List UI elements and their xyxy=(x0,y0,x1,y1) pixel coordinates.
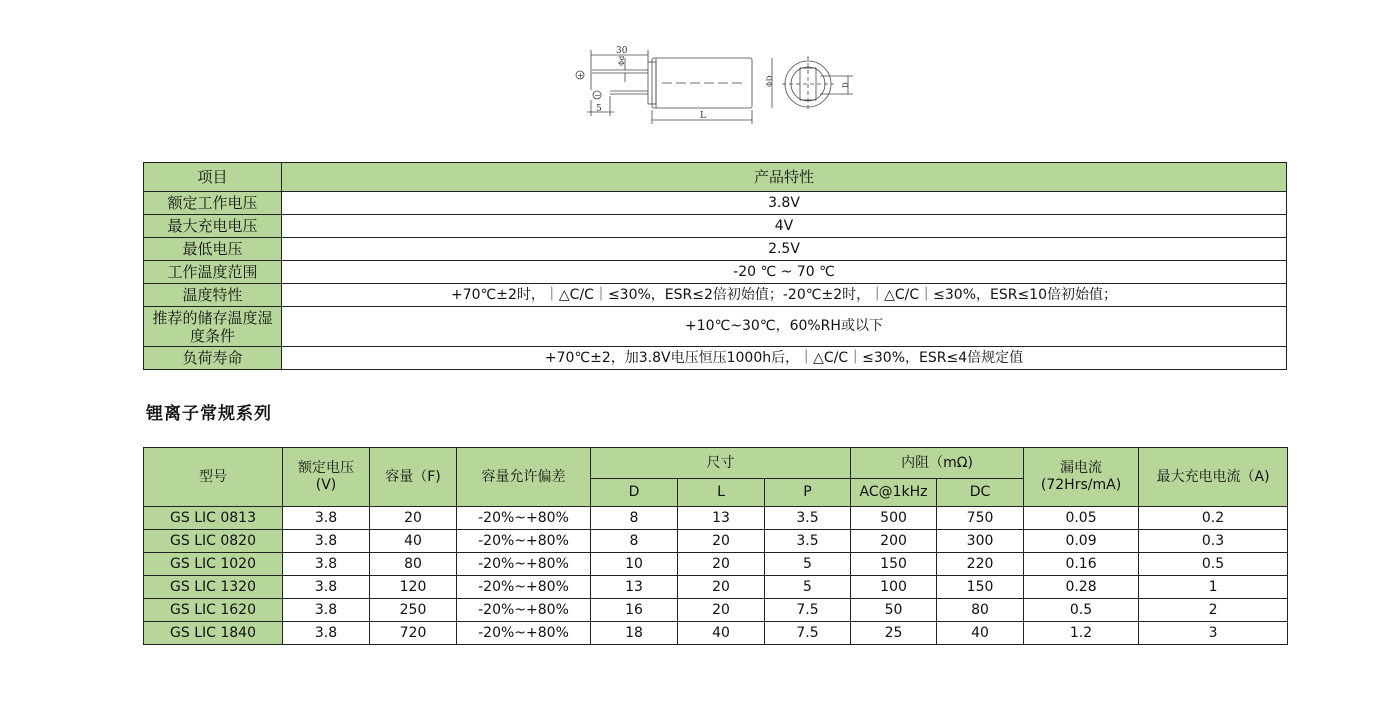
header-rated-voltage xyxy=(283,448,370,507)
dimension-phi-d-label: Φd xyxy=(618,55,626,66)
spec-table xyxy=(143,162,1287,370)
cell-res-dc: 40 xyxy=(937,622,1024,645)
header-size-D: D xyxy=(591,479,678,507)
capacitor-dimension-drawing xyxy=(570,44,860,130)
spec-value: +10℃~30℃，60%RH或以下 xyxy=(282,307,1287,347)
spec-header-property: 产品特性 xyxy=(282,163,1287,192)
cell-size-P: 7.5 xyxy=(765,622,851,645)
minus-sign: − xyxy=(594,91,601,100)
spec-label: 最低电压 xyxy=(144,238,282,261)
cell-rated-voltage: 3.8 xyxy=(283,507,370,530)
header-size: 尺寸 xyxy=(591,448,851,479)
cell-size-L: 20 xyxy=(678,576,765,599)
cell-res-dc: 80 xyxy=(937,599,1024,622)
header-model: 型号 xyxy=(144,448,283,507)
series-table xyxy=(143,447,1288,645)
cell-size-L: 13 xyxy=(678,507,765,530)
cell-model: GS LIC 0813 xyxy=(144,507,283,530)
spec-row xyxy=(144,347,1287,370)
spec-label: 工作温度范围 xyxy=(144,261,282,284)
series-body xyxy=(144,507,1288,645)
cell-res-ac: 25 xyxy=(851,622,937,645)
header-res-ac: AC@1kHz xyxy=(851,479,937,507)
cell-res-ac: 200 xyxy=(851,530,937,553)
cell-size-P: 3.5 xyxy=(765,507,851,530)
cell-max-current: 1 xyxy=(1139,576,1288,599)
spec-label: 额定工作电压 xyxy=(144,192,282,215)
cell-model: GS LIC 1840 xyxy=(144,622,283,645)
dimension-30-label: 30 xyxy=(616,46,628,56)
cell-leakage: 1.2 xyxy=(1024,622,1139,645)
spec-row xyxy=(144,261,1287,284)
cell-tolerance: -20%~+80% xyxy=(457,507,591,530)
header-res-dc: DC xyxy=(937,479,1024,507)
header-size-L: L xyxy=(678,479,765,507)
cell-size-L: 20 xyxy=(678,599,765,622)
cell-size-D: 8 xyxy=(591,530,678,553)
cell-tolerance: -20%~+80% xyxy=(457,530,591,553)
cell-rated-voltage: 3.8 xyxy=(283,599,370,622)
plus-sign: + xyxy=(577,71,584,80)
dimension-D-label: D xyxy=(842,82,850,88)
cell-size-L: 20 xyxy=(678,530,765,553)
cell-size-D: 10 xyxy=(591,553,678,576)
header-leakage-line1: 漏电流 xyxy=(1060,460,1103,476)
cell-tolerance: -20%~+80% xyxy=(457,553,591,576)
cell-rated-voltage: 3.8 xyxy=(283,622,370,645)
table-row xyxy=(144,599,1288,622)
cell-res-dc: 220 xyxy=(937,553,1024,576)
spec-value: +70℃±2时，｜△C/C｜≤30%，ESR≤2倍初始值；-20℃±2时，｜△C/C｜≤30%，ESR≤10倍初始值； xyxy=(282,284,1287,307)
cell-res-dc: 150 xyxy=(937,576,1024,599)
cell-res-ac: 50 xyxy=(851,599,937,622)
cell-res-ac: 100 xyxy=(851,576,937,599)
spec-label-line2: 度条件 xyxy=(189,326,235,345)
cell-tolerance: -20%~+80% xyxy=(457,622,591,645)
cell-max-current: 0.2 xyxy=(1139,507,1288,530)
section-title: 锂离子常规系列 xyxy=(146,404,272,424)
spec-row xyxy=(144,307,1287,347)
spec-value: -20 ℃ ~ 70 ℃ xyxy=(282,261,1287,284)
cell-model: GS LIC 0820 xyxy=(144,530,283,553)
cell-size-D: 13 xyxy=(591,576,678,599)
spec-value: 2.5V xyxy=(282,238,1287,261)
spec-row xyxy=(144,215,1287,238)
cell-capacity: 40 xyxy=(370,530,457,553)
series-header-row xyxy=(144,448,1288,479)
spec-value: +70℃±2，加3.8V电压恒压1000h后，｜△C/C｜≤30%，ESR≤4倍规定值 xyxy=(282,347,1287,370)
header-size-P: P xyxy=(765,479,851,507)
spec-value: 3.8V xyxy=(282,192,1287,215)
cell-model: GS LIC 1620 xyxy=(144,599,283,622)
dimension-L-label: L xyxy=(700,111,706,121)
dimension-5-label: 5 xyxy=(596,104,602,114)
cell-tolerance: -20%~+80% xyxy=(457,576,591,599)
cell-size-P: 5 xyxy=(765,576,851,599)
cell-max-current: 3 xyxy=(1139,622,1288,645)
header-resistance: 内阻（mΩ) xyxy=(851,448,1024,479)
cell-capacity: 80 xyxy=(370,553,457,576)
table-row xyxy=(144,553,1288,576)
cell-res-dc: 300 xyxy=(937,530,1024,553)
spec-label: 最大充电电压 xyxy=(144,215,282,238)
table-row xyxy=(144,576,1288,599)
cell-size-D: 8 xyxy=(591,507,678,530)
cell-size-L: 40 xyxy=(678,622,765,645)
table-row xyxy=(144,530,1288,553)
cell-size-P: 3.5 xyxy=(765,530,851,553)
spec-label: 温度特性 xyxy=(144,284,282,307)
cell-capacity: 720 xyxy=(370,622,457,645)
header-leakage-line2: (72Hrs/mA) xyxy=(1040,477,1122,493)
cell-max-current: 0.5 xyxy=(1139,553,1288,576)
cell-size-P: 7.5 xyxy=(765,599,851,622)
cell-rated-voltage: 3.8 xyxy=(283,530,370,553)
cell-size-L: 20 xyxy=(678,553,765,576)
cell-size-D: 16 xyxy=(591,599,678,622)
spec-row xyxy=(144,192,1287,215)
cell-max-current: 0.3 xyxy=(1139,530,1288,553)
cell-tolerance: -20%~+80% xyxy=(457,599,591,622)
header-leakage xyxy=(1024,448,1139,507)
dimension-phi-D-label: ΦD xyxy=(766,75,774,87)
cell-leakage: 0.28 xyxy=(1024,576,1139,599)
cell-leakage: 0.09 xyxy=(1024,530,1139,553)
cell-rated-voltage: 3.8 xyxy=(283,576,370,599)
spec-label-line1: 推荐的储存温度湿 xyxy=(152,308,273,327)
cell-res-dc: 750 xyxy=(937,507,1024,530)
cell-res-ac: 500 xyxy=(851,507,937,530)
spec-row xyxy=(144,238,1287,261)
cell-capacity: 250 xyxy=(370,599,457,622)
table-row xyxy=(144,622,1288,645)
cell-model: GS LIC 1020 xyxy=(144,553,283,576)
cell-size-P: 5 xyxy=(765,553,851,576)
header-capacity: 容量（F) xyxy=(370,448,457,507)
cell-leakage: 0.16 xyxy=(1024,553,1139,576)
cell-rated-voltage: 3.8 xyxy=(283,553,370,576)
cell-model: GS LIC 1320 xyxy=(144,576,283,599)
header-rated-voltage-line2: (V) xyxy=(315,477,337,493)
cell-capacity: 20 xyxy=(370,507,457,530)
cell-capacity: 120 xyxy=(370,576,457,599)
cell-size-D: 18 xyxy=(591,622,678,645)
header-rated-voltage-line1: 额定电压 xyxy=(298,460,354,476)
cell-max-current: 2 xyxy=(1139,599,1288,622)
spec-row xyxy=(144,284,1287,307)
cell-res-ac: 150 xyxy=(851,553,937,576)
spec-header-item: 项目 xyxy=(144,163,282,192)
spec-label: 负荷寿命 xyxy=(144,347,282,370)
spec-header-row xyxy=(144,163,1287,192)
spec-value: 4V xyxy=(282,215,1287,238)
header-max-current: 最大充电电流（A) xyxy=(1139,448,1288,507)
header-tolerance: 容量允许偏差 xyxy=(457,448,591,507)
spec-label xyxy=(144,307,282,347)
table-row xyxy=(144,507,1288,530)
cell-leakage: 0.05 xyxy=(1024,507,1139,530)
cell-leakage: 0.5 xyxy=(1024,599,1139,622)
